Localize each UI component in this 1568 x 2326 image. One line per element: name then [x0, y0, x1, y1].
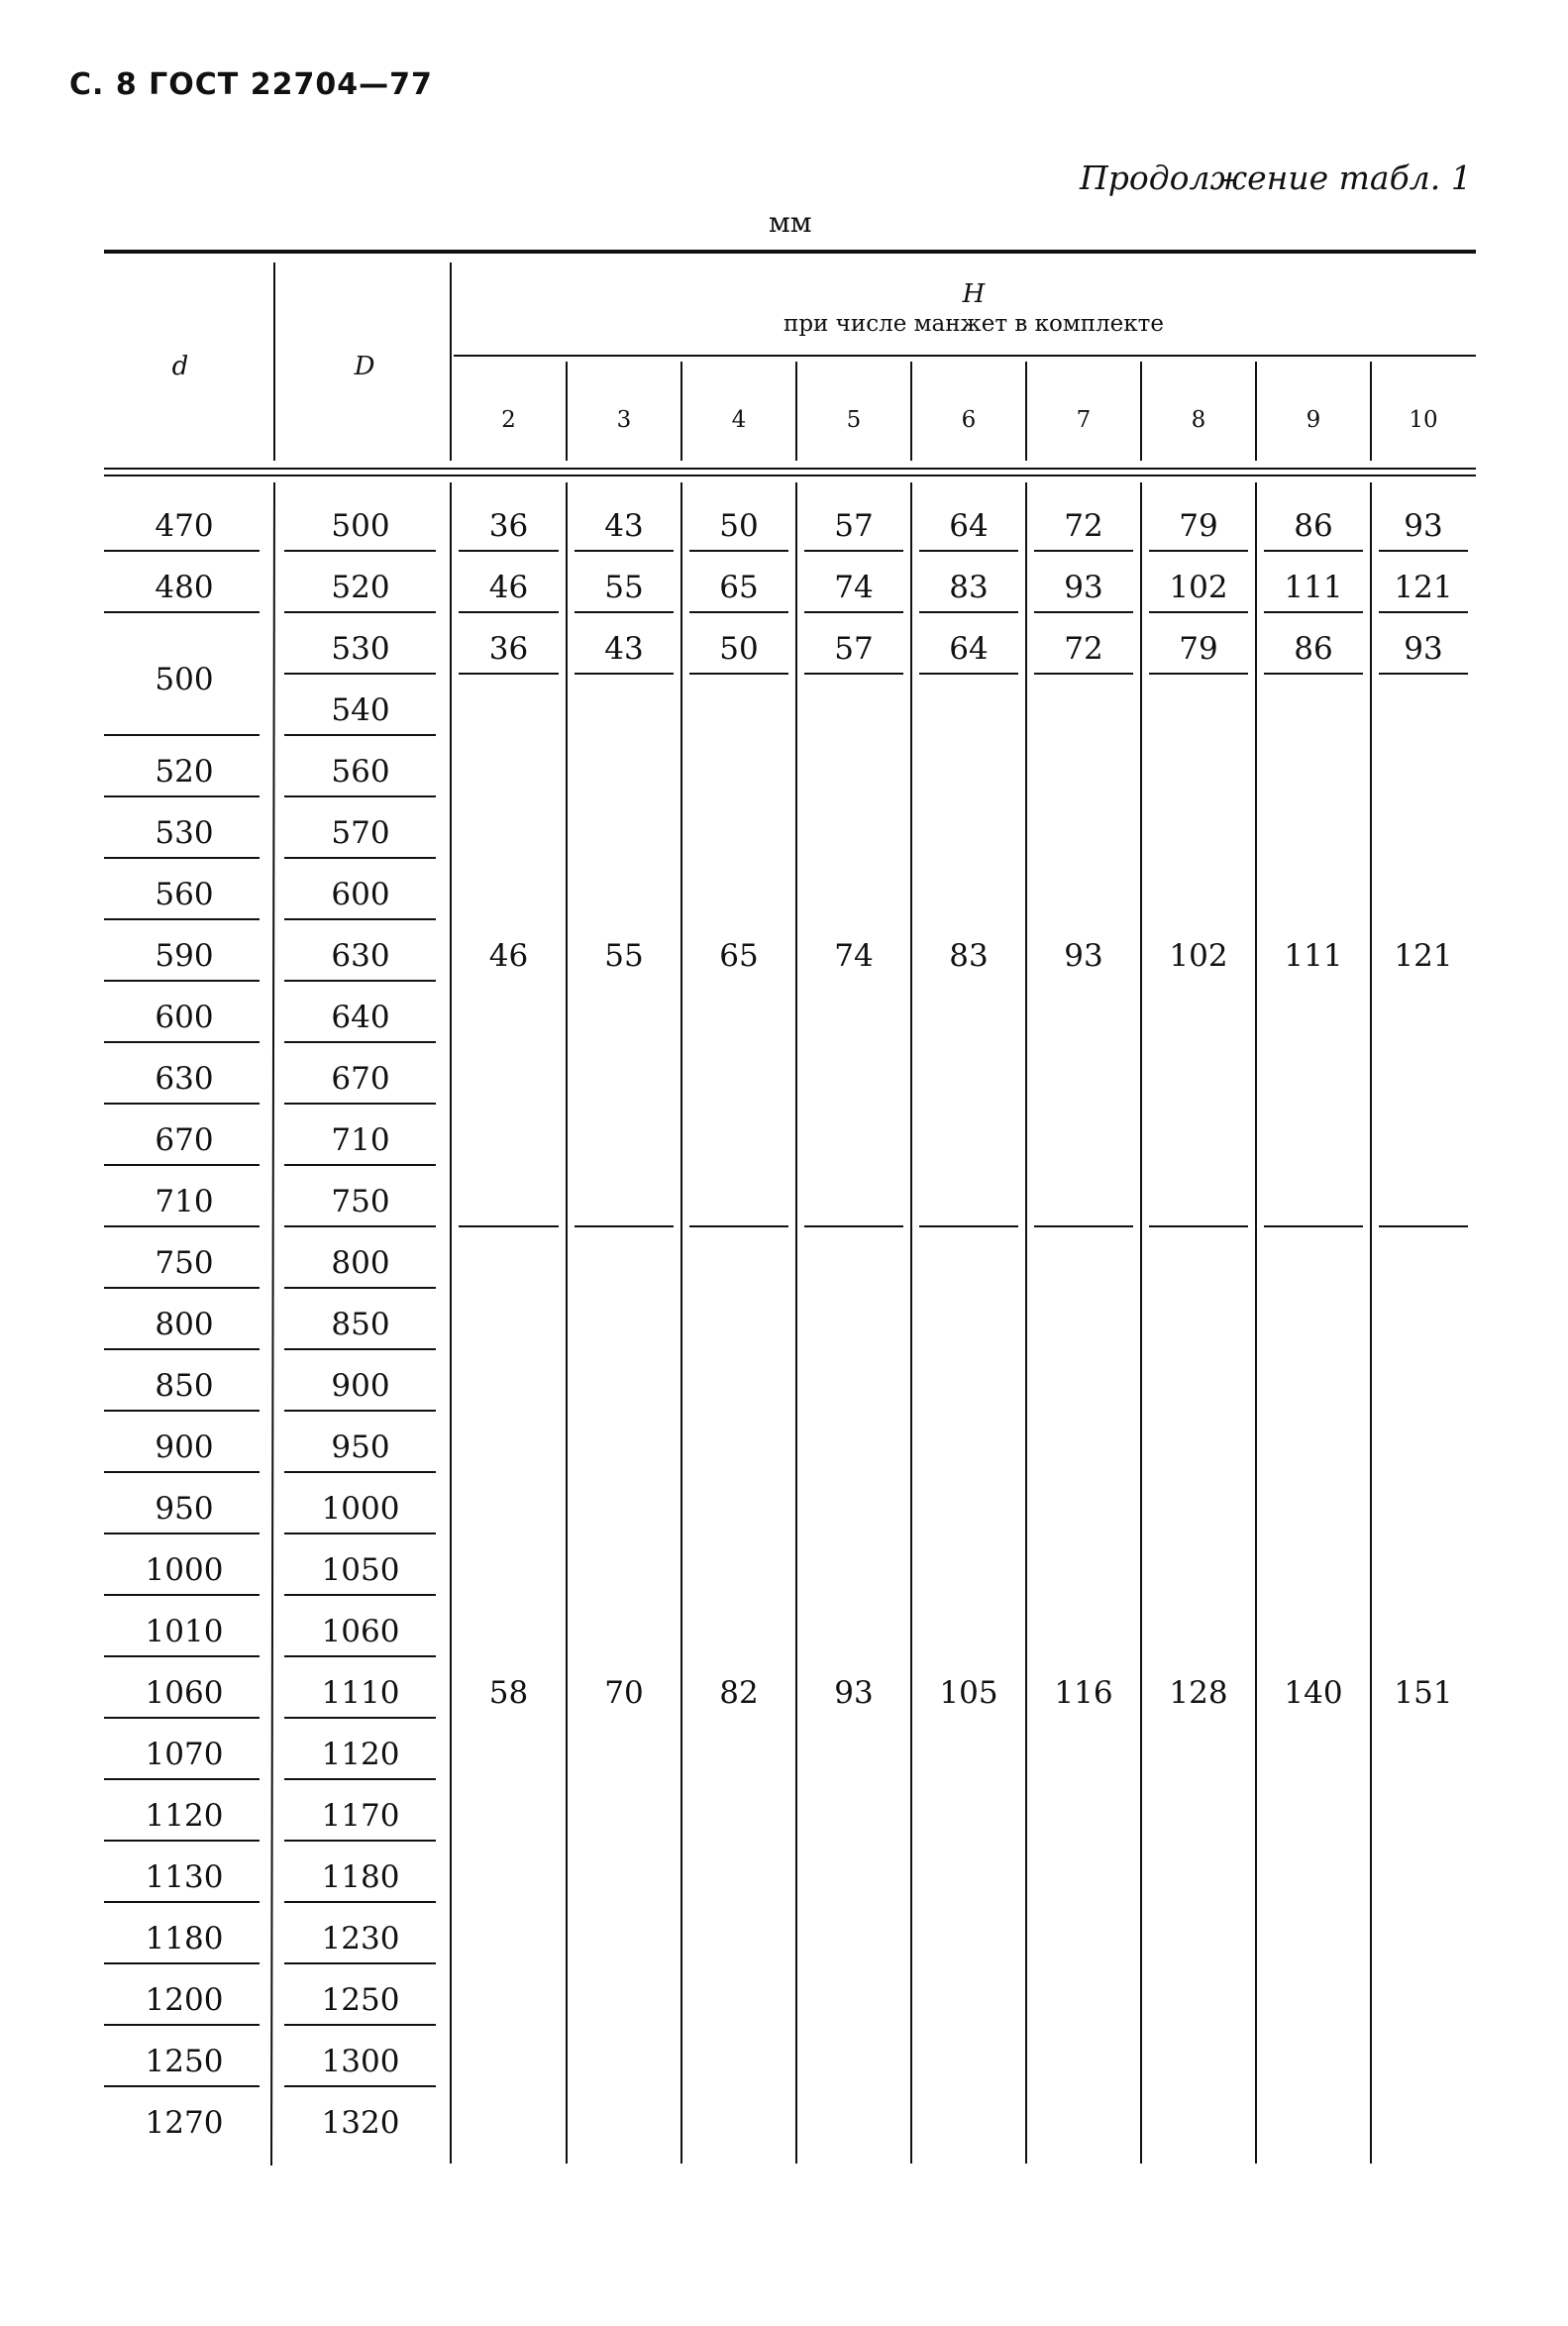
h-value: 65: [719, 938, 759, 974]
d-cell: 560: [155, 877, 214, 912]
D-cell: 1110: [321, 1675, 400, 1711]
h-value: 128: [1169, 1675, 1228, 1711]
h-value: 72: [1064, 508, 1103, 544]
h-value: 55: [604, 570, 644, 605]
h-value: 74: [834, 938, 874, 974]
col-header-D: D: [354, 352, 375, 381]
h-value: 64: [949, 508, 989, 544]
d-cell: 530: [155, 815, 214, 851]
D-cell: 520: [331, 570, 390, 605]
cuff-count-10: 10: [1409, 407, 1438, 433]
d-cell: 600: [155, 1000, 214, 1035]
d-cell: 950: [155, 1491, 214, 1527]
d-cell: 1130: [145, 1859, 224, 1895]
D-cell: 1230: [321, 1921, 400, 1956]
h-value: 50: [719, 631, 759, 667]
d-cell: 1120: [145, 1798, 224, 1834]
D-cell: 1060: [321, 1614, 400, 1649]
h-value: 50: [719, 508, 759, 544]
D-cell: 710: [331, 1122, 390, 1158]
d-cell: 1180: [145, 1921, 224, 1956]
d-cell: 590: [155, 938, 214, 974]
d-cell: 710: [155, 1184, 214, 1219]
h-values: [459, 508, 1468, 1711]
d-cell: 480: [155, 570, 214, 605]
D-cell: 750: [331, 1184, 390, 1219]
h-value: 83: [949, 938, 989, 974]
D-cell: 950: [331, 1429, 390, 1465]
d-cell: 1010: [145, 1614, 224, 1649]
h-value: 46: [488, 938, 529, 974]
h-value: 111: [1284, 938, 1343, 974]
d-cell: 1270: [145, 2105, 224, 2141]
d-cell: 1250: [145, 2044, 224, 2079]
h-value: 102: [1169, 570, 1228, 605]
h-value: 93: [834, 1675, 874, 1711]
d-column: [104, 508, 260, 2141]
d-cell: 520: [155, 754, 214, 790]
D-column: [284, 508, 436, 2141]
h-value: 57: [834, 631, 874, 667]
d-cell: 750: [155, 1245, 214, 1281]
h-value: 111: [1284, 570, 1343, 605]
h-value: 121: [1394, 938, 1453, 974]
D-cell: 1050: [321, 1552, 400, 1588]
h-value: 36: [488, 631, 529, 667]
d-cell: 470: [155, 508, 214, 544]
d-cell: 1000: [145, 1552, 224, 1588]
d-cell: 800: [155, 1307, 214, 1342]
D-cell: 560: [331, 754, 390, 790]
h-value: 140: [1284, 1675, 1343, 1711]
d-cell: 630: [155, 1061, 214, 1097]
h-value: 93: [1404, 508, 1443, 544]
page-header: С. 8 ГОСТ 22704—77: [69, 67, 433, 102]
d-cell: 500: [155, 662, 214, 697]
h-value: 64: [949, 631, 989, 667]
h-value: 72: [1064, 631, 1103, 667]
d-cell: 1200: [145, 1982, 224, 2018]
D-cell: 1300: [321, 2044, 400, 2079]
h-value: 105: [939, 1675, 998, 1711]
h-value: 93: [1404, 631, 1443, 667]
h-value: 121: [1394, 570, 1453, 605]
D-cell: 530: [331, 631, 390, 667]
h-value: 43: [604, 508, 644, 544]
D-cell: 630: [331, 938, 390, 974]
h-value: 57: [834, 508, 874, 544]
h-value: 74: [834, 570, 874, 605]
h-value: 65: [719, 570, 759, 605]
D-cell: 1320: [321, 2105, 400, 2141]
D-cell: 900: [331, 1368, 390, 1404]
d-cell: 1070: [145, 1737, 224, 1772]
h-value: 93: [1064, 570, 1103, 605]
cuff-count-3: 3: [616, 407, 632, 433]
h-value: 151: [1394, 1675, 1453, 1711]
D-cell: 1250: [321, 1982, 400, 2018]
D-cell: 670: [331, 1061, 390, 1097]
h-value: 82: [719, 1675, 759, 1711]
cuff-count-8: 8: [1191, 407, 1206, 433]
h-value: 36: [488, 508, 529, 544]
h-value: 116: [1054, 1675, 1113, 1711]
cuff-count-headers: [501, 407, 1437, 433]
D-cell: 1170: [321, 1798, 400, 1834]
h-value: 86: [1294, 508, 1333, 544]
h-value: 93: [1064, 938, 1103, 974]
h-value: 46: [488, 570, 529, 605]
d-cell: 850: [155, 1368, 214, 1404]
D-cell: 570: [331, 815, 390, 851]
units-label: мм: [769, 206, 812, 239]
col-header-H: H: [962, 279, 986, 309]
h-value: 58: [488, 1675, 529, 1711]
D-cell: 1120: [321, 1737, 400, 1772]
D-cell: 1180: [321, 1859, 400, 1895]
h-value: 102: [1169, 938, 1228, 974]
cuff-count-9: 9: [1306, 407, 1321, 433]
h-value: 79: [1179, 631, 1218, 667]
h-value: 83: [949, 570, 989, 605]
cuff-count-2: 2: [501, 407, 516, 433]
col-sep-d: [271, 482, 274, 2166]
d-cell: 900: [155, 1429, 214, 1465]
col-header-d: d: [171, 352, 189, 381]
h-value: 79: [1179, 508, 1218, 544]
cuff-count-6: 6: [961, 407, 977, 433]
d-cell: 1060: [145, 1675, 224, 1711]
cuff-count-4: 4: [731, 407, 747, 433]
D-cell: 850: [331, 1307, 390, 1342]
cuff-count-5: 5: [846, 407, 862, 433]
table-continuation-label: Продолжение табл. 1: [1080, 159, 1472, 197]
D-cell: 500: [331, 508, 390, 544]
D-cell: 1000: [321, 1491, 400, 1527]
cuff-count-7: 7: [1076, 407, 1092, 433]
h-value: 43: [604, 631, 644, 667]
col-header-H-sublabel: при числе манжет в комплекте: [783, 311, 1165, 337]
h-value: 55: [604, 938, 644, 974]
d-cell: 670: [155, 1122, 214, 1158]
D-cell: 640: [331, 1000, 390, 1035]
h-value: 70: [604, 1675, 644, 1711]
h-value: 86: [1294, 631, 1333, 667]
D-cell: 540: [331, 692, 390, 728]
D-cell: 800: [331, 1245, 390, 1281]
D-cell: 600: [331, 877, 390, 912]
